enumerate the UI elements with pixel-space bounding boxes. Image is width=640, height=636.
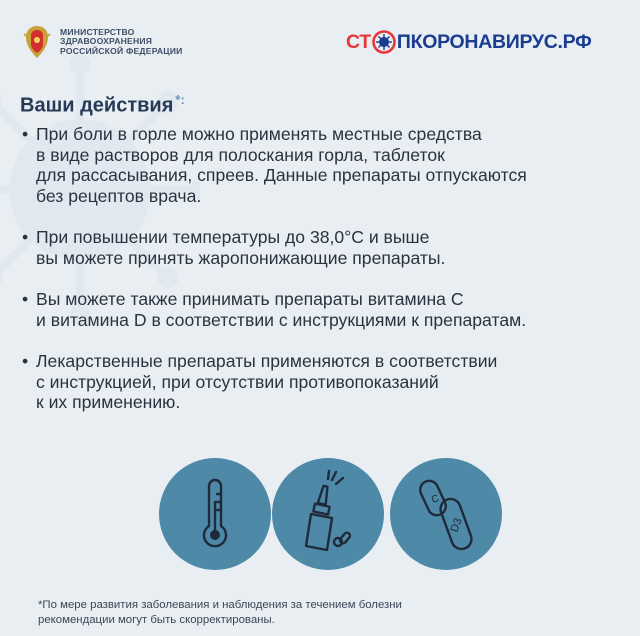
ministry-name-line: РОССИЙСКОЙ ФЕДЕРАЦИИ — [60, 45, 183, 56]
list-item-line: с инструкцией, при отсутствии противопоказаний — [36, 371, 439, 392]
list-item-line: для рассасывания, спреев. Данные препараты отпускаются — [36, 165, 527, 185]
list-item-line: без рецептов врача. — [36, 185, 202, 206]
ministry-logo — [20, 22, 183, 62]
list-item — [22, 124, 634, 206]
ministry-name-line: ЗДРАВООХРАНЕНИЯ — [60, 36, 153, 47]
page-title-text: Ваши действия — [20, 94, 174, 117]
list-item — [22, 351, 634, 413]
capsule-label: D3 — [448, 516, 465, 534]
capsule-label: C — [429, 493, 442, 507]
list-item-line: к их применению. — [36, 392, 181, 412]
advice-list — [22, 124, 634, 434]
nasal-spray-icon — [272, 458, 384, 570]
list-item — [22, 289, 634, 330]
footnote-line: рекомендации могут быть скорректированы. — [38, 614, 275, 626]
page-title — [20, 92, 185, 118]
list-item-line: в виде растворов для полоскания горла, таблеток — [36, 144, 445, 165]
virus-stop-icon — [372, 30, 396, 54]
ministry-name-line: МИНИСТЕРСТВО — [60, 26, 135, 37]
vitamin-capsules-icon — [390, 458, 502, 570]
footnote-marker: *: — [175, 92, 185, 107]
stopcoronavirus-logo — [346, 30, 591, 54]
list-item-line: • Лекарственные препараты применяются в соответствии — [36, 351, 498, 371]
footnote-line: *По мере развития заболевания и наблюдения за течением болезни — [38, 599, 402, 611]
list-item-line: • При боли в горле можно применять местные средства — [36, 124, 482, 144]
brand-suffix: ПКОРОНАВИРУС.РФ — [396, 30, 592, 53]
list-item — [22, 227, 634, 268]
coat-of-arms-icon — [20, 22, 54, 62]
thermometer-icon — [159, 458, 271, 570]
list-item-line: вы можете принять жаропонижающие препараты. — [36, 247, 446, 268]
list-item-line: и витамина D в соответствии с инструкциями к препаратам. — [36, 309, 527, 330]
brand-prefix: СТ — [346, 30, 371, 53]
list-item-line: • Вы можете также принимать препараты витамина С — [36, 289, 464, 309]
list-item-line: • При повышении температуры до 38,0°С и выше — [36, 227, 430, 247]
footnote — [38, 598, 598, 628]
